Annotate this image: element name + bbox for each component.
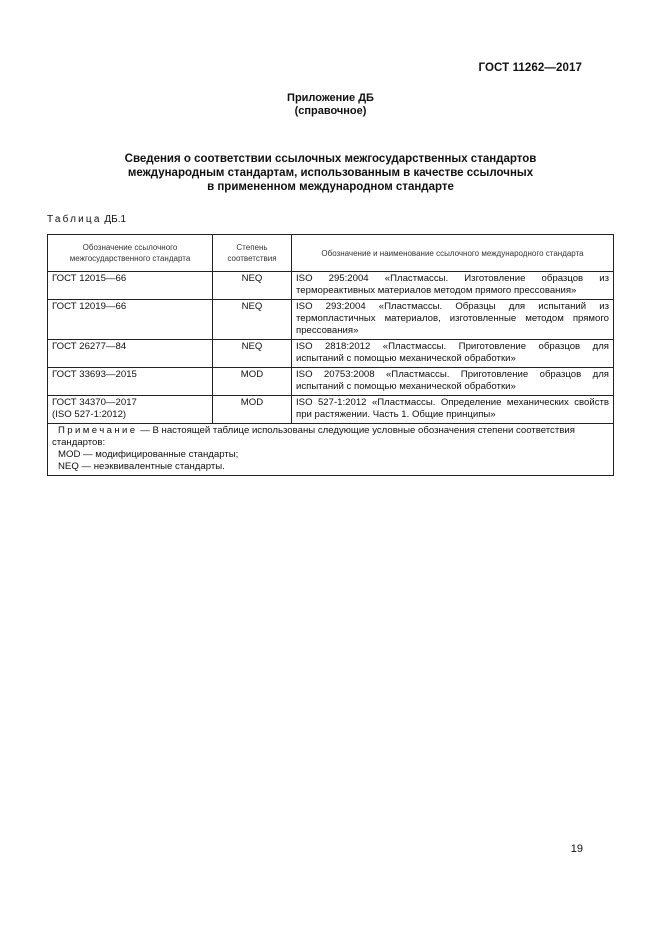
cell-designation: ГОСТ 12019—66: [48, 300, 213, 340]
note-neq: NEQ — неэквивалентные стандарты.: [58, 461, 225, 472]
cell-international: ISO 527-1:2012 «Пластмассы. Определение механических свойств при растяжении. Часть 1. Общие принципы»: [292, 396, 614, 424]
column-header-international: Обозначение и наименование ссылочного международного стандарта: [292, 235, 614, 272]
cell-designation: ГОСТ 33693—2015: [48, 368, 213, 396]
cell-international: ISO 2818:2012 «Пластмассы. Приготовление образцов для испытаний с помощью механической обработки»: [292, 340, 614, 368]
section-title: [0, 152, 661, 194]
table-row: [48, 396, 614, 424]
page-number: 19: [570, 843, 583, 855]
section-title-line: Сведения о соответствии ссылочных межгосударственных стандартов: [124, 153, 537, 165]
section-title-line: в примененном международном стандарте: [207, 181, 454, 193]
table-note: [48, 424, 614, 476]
table-row: [48, 272, 614, 300]
cell-degree: NEQ: [213, 340, 292, 368]
cell-international: ISO 295:2004 «Пластмассы. Изготовление образцов из термореактивных материалов методом прямого прессования»: [292, 272, 614, 300]
column-header-degree: Степень соответствия: [213, 235, 292, 272]
cell-international: ISO 20753:2008 «Пластмассы. Приготовление образцов для испытаний с помощью механической обработки»: [292, 368, 614, 396]
document-code: ГОСТ 11262—2017: [478, 62, 582, 74]
cell-international: ISO 293:2004 «Пластмассы. Образцы для испытаний из термопластичных материалов, изготовленные методом прямого прессования»: [292, 300, 614, 340]
designation-extra: (ISO 527-1:2012): [52, 409, 127, 420]
table-caption-number: ДБ.1: [104, 214, 127, 225]
table-row: [48, 300, 614, 340]
reference-standards-table: [47, 234, 614, 476]
note-label: Примечание: [58, 425, 138, 436]
table-caption-label: Таблица: [47, 214, 102, 225]
column-header-designation: Обозначение ссылочного межгосударственного стандарта: [48, 235, 213, 272]
note-text: — В настоящей таблице использованы следующие условные обозначения степени соответствия стандартов:: [52, 425, 575, 448]
cell-designation: [48, 396, 213, 424]
designation-main: ГОСТ 34370—2017: [52, 397, 137, 408]
cell-degree: NEQ: [213, 272, 292, 300]
cell-designation: ГОСТ 12015—66: [48, 272, 213, 300]
table-caption: [47, 214, 126, 225]
annex-subtitle: (справочное): [294, 105, 367, 117]
section-title-line: международным стандартам, использованным в качестве ссылочных: [127, 167, 534, 179]
cell-designation: ГОСТ 26277—84: [48, 340, 213, 368]
note-mod: MOD — модифицированные стандарты;: [58, 449, 239, 460]
annex-heading: [0, 92, 661, 118]
cell-degree: MOD: [213, 396, 292, 424]
table-row: [48, 340, 614, 368]
cell-degree: NEQ: [213, 300, 292, 340]
table-row: [48, 368, 614, 396]
table-note-row: [48, 424, 614, 476]
cell-degree: MOD: [213, 368, 292, 396]
annex-title: Приложение ДБ: [287, 92, 374, 104]
table-header-row: [48, 235, 614, 272]
